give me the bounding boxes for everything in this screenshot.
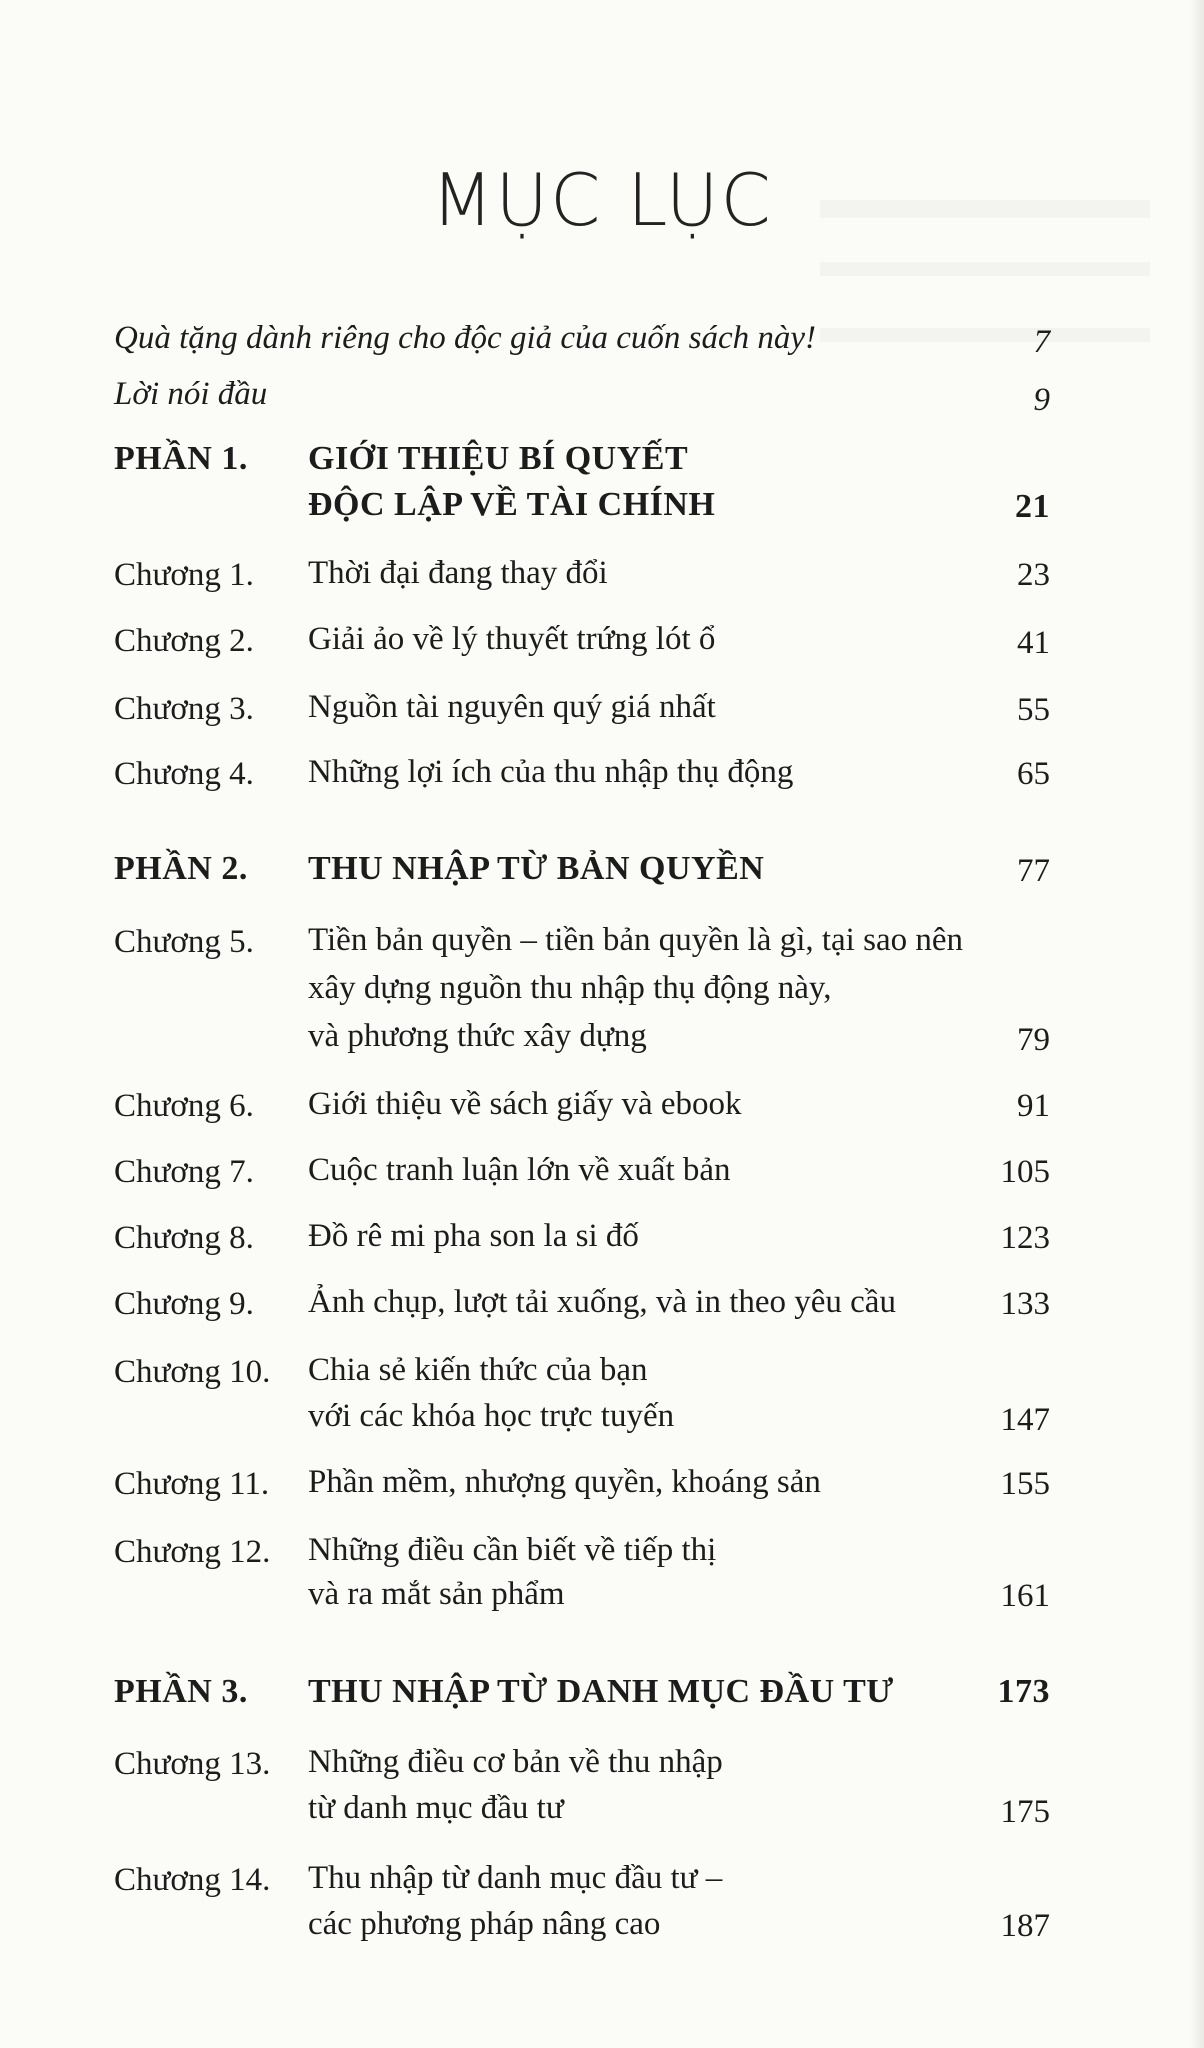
chapter-9-title: Ảnh chụp, lượt tải xuống, và in theo yêu cầu	[308, 1284, 896, 1320]
front-matter-preface-page: 9	[1033, 382, 1050, 418]
chapter-6-page: 91	[1017, 1088, 1050, 1124]
chapter-3-title: Nguồn tài nguyên quý giá nhất	[308, 689, 716, 725]
chapter-8-label: Chương 8.	[114, 1220, 254, 1256]
chapter-13-label: Chương 13.	[114, 1746, 271, 1782]
chapter-11-title: Phần mềm, nhượng quyền, khoáng sản	[308, 1464, 821, 1500]
chapter-12-title-line-2: và ra mắt sản phẩm	[308, 1576, 565, 1612]
chapter-3-page: 55	[1017, 692, 1050, 728]
chapter-4-page: 65	[1017, 756, 1050, 792]
chapter-5-label: Chương 5.	[114, 924, 254, 960]
chapter-13-title-line-1: Những điều cơ bản về thu nhập	[308, 1744, 723, 1780]
chapter-10-label: Chương 10.	[114, 1354, 271, 1390]
part-3-title: THU NHẬP TỪ DANH MỤC ĐẦU TƯ	[308, 1673, 894, 1710]
part-1-title-line-2: ĐỘC LẬP VỀ TÀI CHÍNH	[308, 486, 716, 523]
part-2-page: 77	[1017, 853, 1050, 889]
chapter-11-page: 155	[1000, 1466, 1050, 1502]
chapter-1-page: 23	[1017, 557, 1050, 593]
show-through-decoration	[820, 262, 1150, 276]
chapter-10-title-line-1: Chia sẻ kiến thức của bạn	[308, 1352, 648, 1388]
chapter-13-page: 175	[1000, 1794, 1050, 1830]
chapter-9-page: 133	[1000, 1286, 1050, 1322]
front-matter-gift-page: 7	[1033, 324, 1050, 360]
chapter-7-page: 105	[1000, 1154, 1050, 1190]
chapter-1-label: Chương 1.	[114, 557, 254, 593]
front-matter-preface-text: Lời nói đầu	[114, 376, 268, 412]
part-3-page: 173	[997, 1673, 1050, 1710]
part-1-title-line-1: GIỚI THIỆU BÍ QUYẾT	[308, 440, 689, 477]
part-2-label: PHẦN 2.	[114, 850, 248, 887]
chapter-14-label: Chương 14.	[114, 1862, 271, 1898]
chapter-10-page: 147	[1000, 1402, 1050, 1438]
chapter-2-label: Chương 2.	[114, 623, 254, 659]
part-1-label: PHẦN 1.	[114, 440, 248, 477]
chapter-14-page: 187	[1000, 1908, 1050, 1944]
chapter-12-title-line-1: Những điều cần biết về tiếp thị	[308, 1532, 717, 1568]
page-title: MỤC LỤC	[431, 158, 773, 242]
chapter-2-page: 41	[1017, 625, 1050, 661]
chapter-7-label: Chương 7.	[114, 1154, 254, 1190]
chapter-7-title: Cuộc tranh luận lớn về xuất bản	[308, 1152, 731, 1188]
chapter-10-title-line-2: với các khóa học trực tuyến	[308, 1398, 675, 1434]
chapter-13-title-line-2: từ danh mục đầu tư	[308, 1790, 564, 1826]
chapter-4-label: Chương 4.	[114, 756, 254, 792]
chapter-5-page: 79	[1017, 1022, 1050, 1058]
part-3-label: PHẦN 3.	[114, 1673, 248, 1710]
chapter-5-title-line-1: Tiền bản quyền – tiền bản quyền là gì, tại sao nên	[308, 922, 963, 958]
chapter-8-title: Đồ rê mi pha son la si đố	[308, 1218, 639, 1254]
chapter-6-label: Chương 6.	[114, 1088, 254, 1124]
chapter-5-title-line-3: và phương thức xây dựng	[308, 1018, 647, 1054]
chapter-9-label: Chương 9.	[114, 1286, 254, 1322]
chapter-2-title: Giải ảo về lý thuyết trứng lót ổ	[308, 621, 716, 657]
chapter-3-label: Chương 3.	[114, 691, 254, 727]
chapter-11-label: Chương 11.	[114, 1466, 270, 1502]
part-1-page: 21	[1015, 488, 1050, 525]
show-through-decoration	[820, 328, 1150, 342]
page-edge-shadow	[1190, 0, 1204, 2048]
front-matter-gift-text: Quà tặng dành riêng cho độc giả của cuốn sách này!	[114, 320, 817, 356]
chapter-14-title-line-1: Thu nhập từ danh mục đầu tư –	[308, 1860, 723, 1896]
chapter-14-title-line-2: các phương pháp nâng cao	[308, 1906, 661, 1942]
chapter-12-label: Chương 12.	[114, 1534, 271, 1570]
chapter-8-page: 123	[1000, 1220, 1050, 1256]
part-2-title: THU NHẬP TỪ BẢN QUYỀN	[308, 850, 765, 887]
chapter-4-title: Những lợi ích của thu nhập thụ động	[308, 754, 794, 790]
chapter-12-page: 161	[1000, 1578, 1050, 1614]
chapter-1-title: Thời đại đang thay đổi	[308, 555, 608, 591]
chapter-5-title-line-2: xây dựng nguồn thu nhập thụ động này,	[308, 970, 832, 1006]
chapter-6-title: Giới thiệu về sách giấy và ebook	[308, 1086, 742, 1122]
